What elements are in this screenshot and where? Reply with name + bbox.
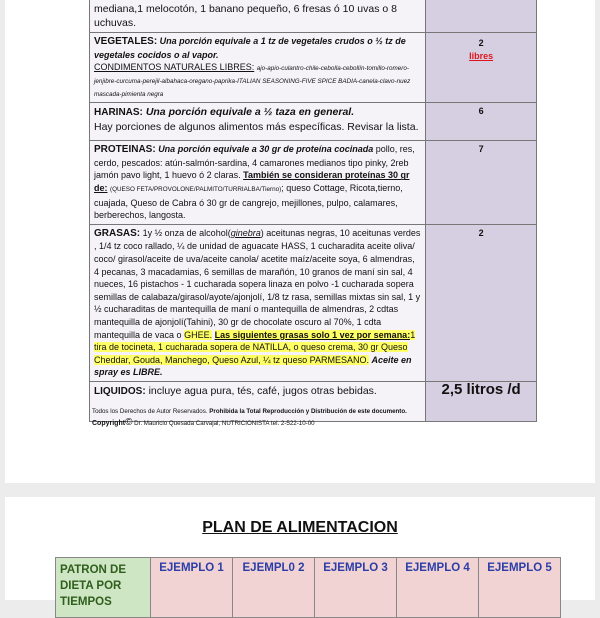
- vegetales-description: VEGETALES: Una porción equivale a 1 tz de vegetales crudos o ½ tz de vegetales cocidos o al vapor. CONDIMENTOS NATURALES LIBRES: ajo-apio-culantro-chile-cebolla-cebollín-tomillo-romero-jenjibre-curcuma-perejil-albahaca-oregano-paprika-ITALIAN SEASONING-FIVE SPICE BADIA-canela-clavo-nuez mascada-pimienta negra: [90, 33, 426, 103]
- plan-header-row: [56, 558, 561, 618]
- grasas-portions: 2: [426, 224, 537, 381]
- vegetales-portions: 2 libres: [426, 33, 537, 103]
- copyright-footer: Todos los Derechos de Autor Reservados. Prohibida la Total Reproducción y Distribución de este documento. Copyright© Dr. Mauricio Quesada Carvajal, NUTRICIONISTA tel. 2-522-10-00: [92, 408, 407, 428]
- example-3-header: EJEMPLO 3: [315, 558, 397, 618]
- example-1-header: EJEMPLO 1: [151, 558, 233, 618]
- example-5-header: EJEMPLO 5: [479, 558, 561, 618]
- document-page-2: [5, 497, 595, 608]
- plan-title: PLAN DE ALIMENTACION: [202, 519, 398, 536]
- example-2-header: EJEMPL0 2: [233, 558, 315, 618]
- table-row-harinas: [90, 103, 537, 141]
- liquidos-portions: 2,5 litros /d: [426, 381, 537, 421]
- copyright-symbol: ©: [125, 417, 133, 428]
- grasas-description: GRASAS: 1y ½ onza de alcohol(ginebra) aceitunas negras, 10 aceitunas verdes , 1/4 tz coco rallado, ¼ de unidad de aguacate HASS, 1 cucharadita aceite oliva/ coco/ girasol/aceite de uva/aceite canola/ acetite maíz/aceite soya, 6 almendras, 4 pecanas, 3 macadamias, 6 semillas de marañón, 10 granos de maní sin sal, 4 nueces, 16 pistachos - 1 cucharada sopera linaza en polvo -1 cucharada sopera semillas de calabaza/girasol/ayote/ajonjolí, 1/8 tz rasa, semillas mixtas sin sal, 1 y ½ cucharaditas de mantequilla de maní o mantequilla de almendras, 2 cdtas mantequilla de ajonjolí(Tahini), 30 gr de chocolate oscuro al 70%, 1 cdta mantequilla de vaca o GHEE. Las siguientes grasas solo 1 vez por semana:1 tira de tocineta, 1 cucharada sopera de NATILLA, o queso crema, 30 gr Queso Cheddar, Gouda, Manchego, Queso Azul, ¼ tz queso PARMESANO. Aceite en spray es LIBRE.: [90, 224, 426, 381]
- proteinas-description: PROTEINAS: Una porción equivale a 30 gr de proteína cocinada pollo, res, cerdo, pescados: atún-salmón-sardina, 4 camarones medianos tipo pinky, 2reb jamón pavo light, 1 huevo ó 2 claras. También se consideran proteínas 30 gr de: (QUESO FETA/PROVOLONE/PALMITO/TURRIALBA/Tierno); queso Cottage, Ricota,tierno, cuajada, Queso de Cabra ó 30 gr de cangrejo, mejillones, pulpo, calamares, berberechos, langosta.: [90, 141, 426, 225]
- table-row-frutas: [90, 0, 537, 33]
- once-per-week-title: Las siguientes grasas solo 1 vez por semana:: [214, 329, 411, 340]
- document-page-1: [5, 0, 595, 483]
- harinas-description: HARINAS: Una porción equivale a ½ taza en general. Hay porciones de algunos alimentos más específicas. Revisar la lista.: [90, 103, 426, 141]
- harinas-portions: 6: [426, 103, 537, 141]
- example-4-header: EJEMPLO 4: [397, 558, 479, 618]
- table-row-vegetales: [90, 33, 537, 103]
- patron-header: PATRON DE DIETA POR TIEMPOS: [56, 558, 151, 618]
- liquidos-description: LIQUIDOS: incluye agua pura, tés, café, jugos otras bebidas.: [90, 381, 426, 421]
- plan-table: [55, 557, 561, 618]
- libres-label: libres: [469, 50, 494, 61]
- proteinas-portions: 7: [426, 141, 537, 225]
- frutas-portions: [426, 0, 537, 33]
- table-row-proteinas: [90, 141, 537, 225]
- frutas-description: mediana,1 melocotón, 1 banano pequeño, 6 fresas ó 10 uvas o 8 uchuvas.: [90, 0, 426, 33]
- food-exchange-table: [89, 0, 537, 422]
- table-row-grasas: [90, 224, 537, 381]
- condimentos-title: CONDIMENTOS NATURALES LIBRES:: [94, 62, 255, 73]
